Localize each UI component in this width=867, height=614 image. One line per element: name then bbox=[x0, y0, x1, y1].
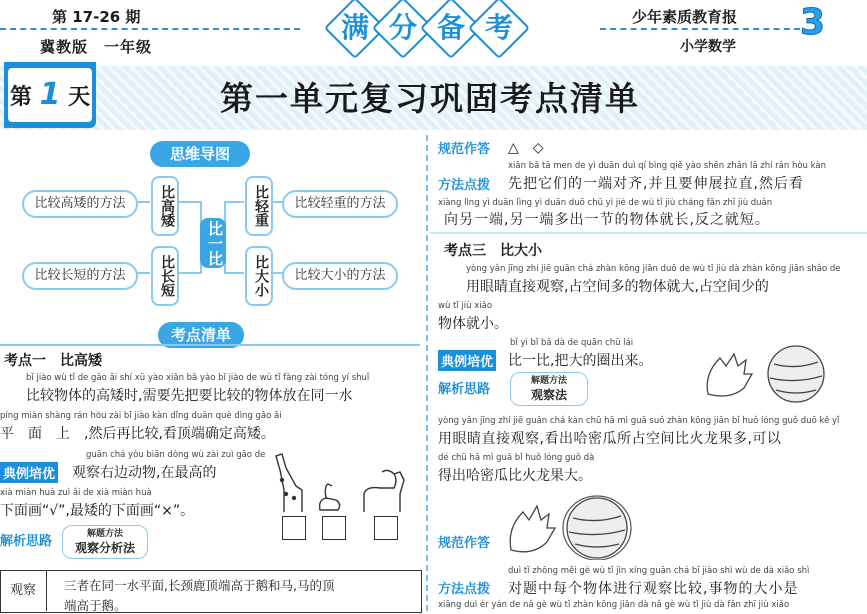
mindmap-label: 思维导图 bbox=[150, 141, 250, 167]
horse-icon bbox=[364, 470, 404, 512]
pinyin-line: guān chá yòu biān dòng wù zài zuì gāo de bbox=[86, 450, 266, 460]
animals-illustration bbox=[270, 450, 410, 516]
day-badge bbox=[8, 68, 92, 122]
hamimelon-icon bbox=[567, 498, 627, 558]
method-caption: 解题方法 bbox=[530, 376, 567, 386]
mindmap-leaf: 比较长短的方法 bbox=[22, 262, 138, 290]
day-number: 1 bbox=[39, 77, 61, 112]
edition-label: 冀教版 一年级 bbox=[40, 38, 153, 56]
banner-char: 备 bbox=[420, 0, 482, 59]
tip-tag: 方法点拨 bbox=[438, 178, 491, 193]
text-line: 下面画“√”,最矮的下面画“×”。 bbox=[0, 503, 195, 519]
page-number: 3 bbox=[800, 2, 826, 43]
answer-box[interactable] bbox=[282, 516, 306, 540]
observe-text: 三者在同一水平面,长颈鹿顶端高于鹅和马,马的顶 bbox=[64, 578, 335, 593]
page-title: 第一单元复习巩固考点清单 bbox=[220, 79, 640, 118]
text-line: 平 面 上 ,然后再比较,看顶端确定高矮。 bbox=[0, 426, 275, 442]
method-name: 观察法 bbox=[530, 388, 567, 402]
mindmap-leaf: 比较大小的方法 bbox=[282, 262, 398, 290]
banner-title bbox=[325, 2, 525, 52]
issue-number: 第 17-26 期 bbox=[52, 8, 141, 26]
text-line: 得出哈密瓜比火龙果大。 bbox=[438, 468, 592, 484]
section-rule bbox=[0, 344, 420, 346]
method-box bbox=[62, 525, 148, 559]
point-title: 考点三 比大小 bbox=[444, 243, 542, 259]
mindmap-leaf: 比较高矮的方法 bbox=[22, 190, 138, 218]
dragonfruit-icon bbox=[707, 354, 752, 396]
example-tag: 典例培优 bbox=[0, 462, 58, 483]
pinyin-line: bǐ jiào wù tǐ de gāo ǎi shí xū yào xiān bǎ yào bǐ jiào de wù tǐ fàng zài tóng yí shuǐ bbox=[26, 373, 370, 383]
answer-box[interactable] bbox=[374, 516, 398, 540]
pinyin-line: dé chū hā mì guā bǐ huǒ lóng guǒ dà bbox=[438, 453, 595, 463]
point-title: 考点一 比高矮 bbox=[4, 353, 102, 369]
answer-box[interactable] bbox=[322, 516, 346, 540]
giraffe-icon bbox=[276, 454, 302, 512]
norm-tag: 规范作答 bbox=[438, 142, 491, 157]
method-caption: 解题方法 bbox=[86, 529, 123, 539]
day-suffix: 天 bbox=[68, 85, 91, 110]
fruit-illustration bbox=[700, 344, 840, 404]
header-dashed-line-right bbox=[600, 28, 800, 30]
pinyin-line: bǐ yi bǐ bǎ dà de quān chū lái bbox=[510, 338, 634, 348]
pinyin-line: xià miàn huà zuì ǎi de xià miàn huà bbox=[0, 488, 152, 498]
pinyin-line: píng miàn shàng rán hòu zài bǐ jiào kàn dǐng duān què dìng gāo ǎi bbox=[0, 411, 282, 421]
mindmap-leaf: 比较轻重的方法 bbox=[282, 190, 398, 218]
text-line: 比较物体的高矮时,需要先把要比较的物体放在同一水 bbox=[26, 388, 353, 404]
mindmap-node: 比大小 bbox=[245, 246, 273, 306]
observe-label: 观察 bbox=[0, 570, 47, 611]
text-line: 对题中每个物体进行观察比较,事物的大小是 bbox=[508, 581, 799, 597]
banner-char: 考 bbox=[468, 0, 530, 59]
day-prefix: 第 bbox=[9, 85, 32, 110]
norm-symbols: △ ◇ bbox=[508, 140, 544, 156]
header-dashed-line bbox=[0, 28, 300, 30]
tip-tag: 方法点拨 bbox=[438, 582, 491, 597]
analysis-tag: 解析思路 bbox=[0, 534, 53, 549]
mindmap-center: 比一比 bbox=[200, 218, 226, 268]
banner-char: 满 bbox=[324, 0, 386, 59]
pinyin-line: yòng yǎn jīng zhí jiē guān chá kàn chū hā mì guā suǒ zhàn kōng jiān bǐ huǒ lóng guǒ duō kě yǐ bbox=[438, 416, 840, 426]
text-line: 物体就小。 bbox=[438, 316, 508, 332]
hamimelon-icon bbox=[768, 346, 824, 402]
method-box bbox=[510, 372, 588, 406]
pinyin-line: wù tǐ jiù xiǎo bbox=[438, 301, 493, 311]
pinyin-line: xiāng duì ér yán de nǎ gè wù tǐ zhàn kōng jiān dà nǎ gè wù tǐ jiù dà fǎn zhī jiù xiǎo bbox=[438, 600, 790, 610]
mindmap-node: 比高矮 bbox=[151, 176, 179, 236]
subject-label: 小学数学 bbox=[680, 39, 736, 55]
banner-char: 分 bbox=[372, 0, 434, 59]
norm-tag: 规范作答 bbox=[438, 536, 491, 551]
checklist-label: 考点清单 bbox=[158, 322, 244, 348]
dragonfruit-icon bbox=[510, 506, 555, 552]
text-line: 用眼睛直接观察,占空间多的物体就大,占空间少的 bbox=[466, 279, 769, 295]
text-line: 用眼睛直接观察,看出哈密瓜所占空间比火龙果多,可以 bbox=[438, 431, 782, 447]
column-divider bbox=[426, 135, 428, 611]
text-line: 先把它们的一端对齐,并且要伸展拉直,然后看 bbox=[508, 176, 804, 192]
text-line: 向另一端,另一端多出一节的物体就长,反之就短。 bbox=[444, 212, 770, 228]
newspaper-name: 少年素质教育报 bbox=[632, 8, 738, 26]
mindmap-node: 比轻重 bbox=[245, 176, 273, 236]
pinyin-line: duì tǐ zhōng měi gè wù tǐ jìn xíng guān chá bǐ jiào shì wù de dà xiǎo shì bbox=[508, 566, 810, 576]
text-line: 比一比,把大的圈出来。 bbox=[508, 353, 653, 369]
mindmap-node: 比长短 bbox=[151, 246, 179, 306]
analysis-tag: 解析思路 bbox=[438, 382, 491, 397]
pinyin-line: xiān bǎ tā men de yì duān duì qí bìng qiě yào shēn zhǎn lā zhí rán hòu kàn bbox=[508, 161, 827, 171]
example-tag: 典例培优 bbox=[438, 350, 496, 371]
pinyin-line: yòng yǎn jīng zhí jiē guān chá zhàn kōng jiān duō de wù tǐ jiù dà zhàn kōng jiān shǎo de bbox=[466, 264, 841, 274]
section-rule bbox=[430, 232, 867, 234]
answer-fruit-illustration bbox=[505, 494, 655, 560]
pinyin-line: xiàng lìng yì duān lìng yì duān duō chū yì jié de wù tǐ jiù cháng fǎn zhī jiù duǎn bbox=[438, 198, 773, 208]
method-name: 观察分析法 bbox=[74, 541, 135, 555]
goose-icon bbox=[320, 484, 340, 510]
text-line: 观察右边动物,在最高的 bbox=[72, 465, 217, 481]
observe-text: 端高于鹅。 bbox=[64, 598, 127, 613]
